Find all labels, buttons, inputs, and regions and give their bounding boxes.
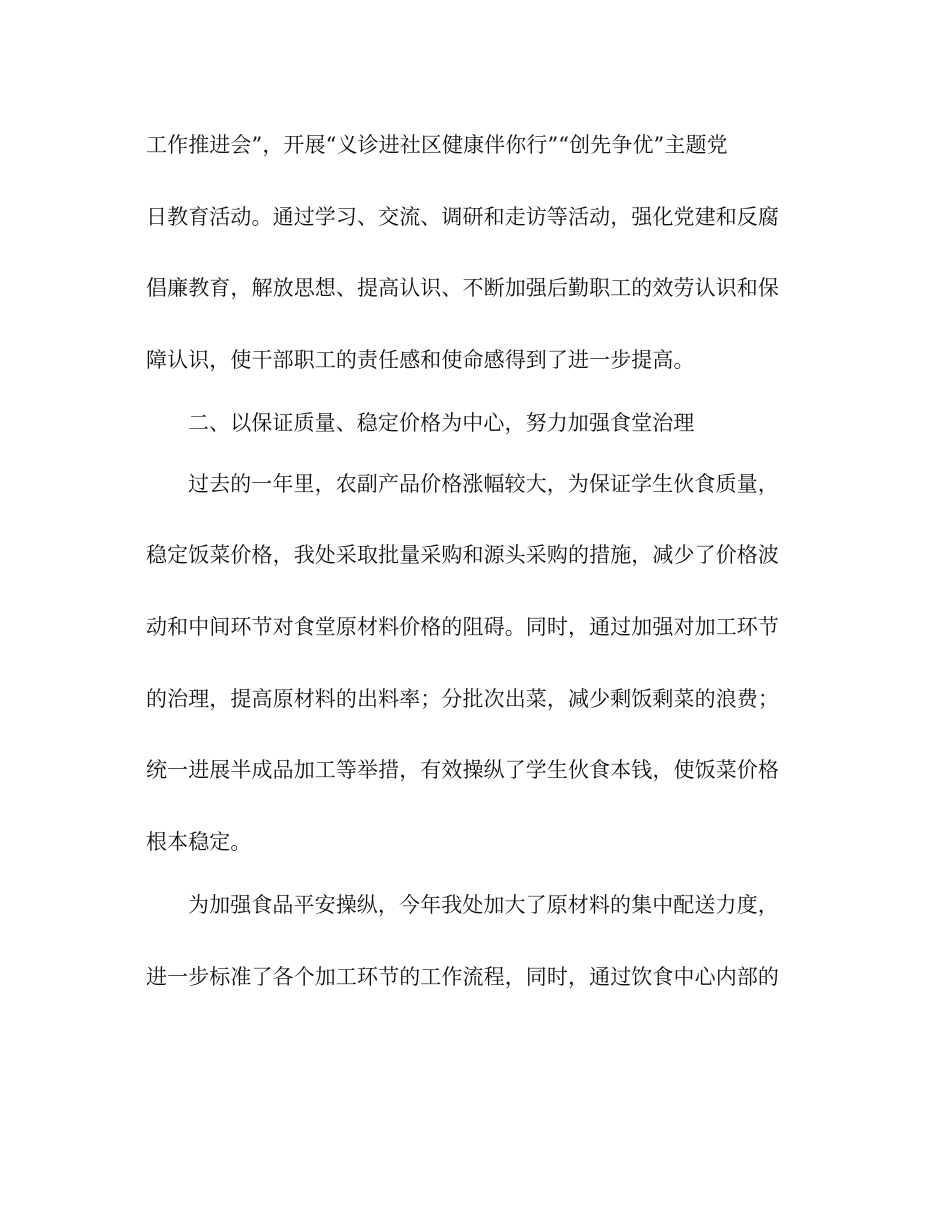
paragraph-line: 进一步标准了各个加工环节的工作流程，同时，通过饮食中心内部的 [146, 965, 779, 989]
paragraph-line: 的治理，提高原材料的出料率；分批次出菜，减少剩饭剩菜的浪费； [146, 687, 779, 711]
paragraph-line: 动和中间环节对食堂原材料价格的阻碍。同时，通过加强对加工环节 [146, 615, 779, 639]
paragraph-line: 统一进展半成品加工等举措，有效操纵了学生伙食本钱，使饭菜价格 [146, 758, 779, 782]
paragraph-line: 稳定饭菜价格，我处采取批量采购和源头采购的措施，减少了价格波 [146, 543, 779, 567]
paragraph-line: 日教育活动。通过学习、交流、调研和走访等活动，强化党建和反腐 [146, 205, 779, 229]
paragraph-line: 为加强食品平安操纵，今年我处加大了原材料的集中配送力度， [188, 893, 779, 917]
paragraph-line: 根本稳定。 [146, 830, 252, 854]
section-heading: 二、以保证质量、稳定价格为中心，努力加强食堂治理 [188, 411, 695, 435]
paragraph-line: 过去的一年里，农副产品价格涨幅较大，为保证学生伙食质量， [188, 472, 779, 496]
paragraph-line: 障认识，使干部职工的责任感和使命感得到了进一步提高。 [146, 348, 695, 372]
paragraph-line: 倡廉教育，解放思想、提高认识、不断加强后勤职工的效劳认识和保 [146, 276, 779, 300]
paragraph-line: 工作推进会”，开展“义诊进社区健康伴你行”“创先争优”主题党 [146, 133, 728, 157]
